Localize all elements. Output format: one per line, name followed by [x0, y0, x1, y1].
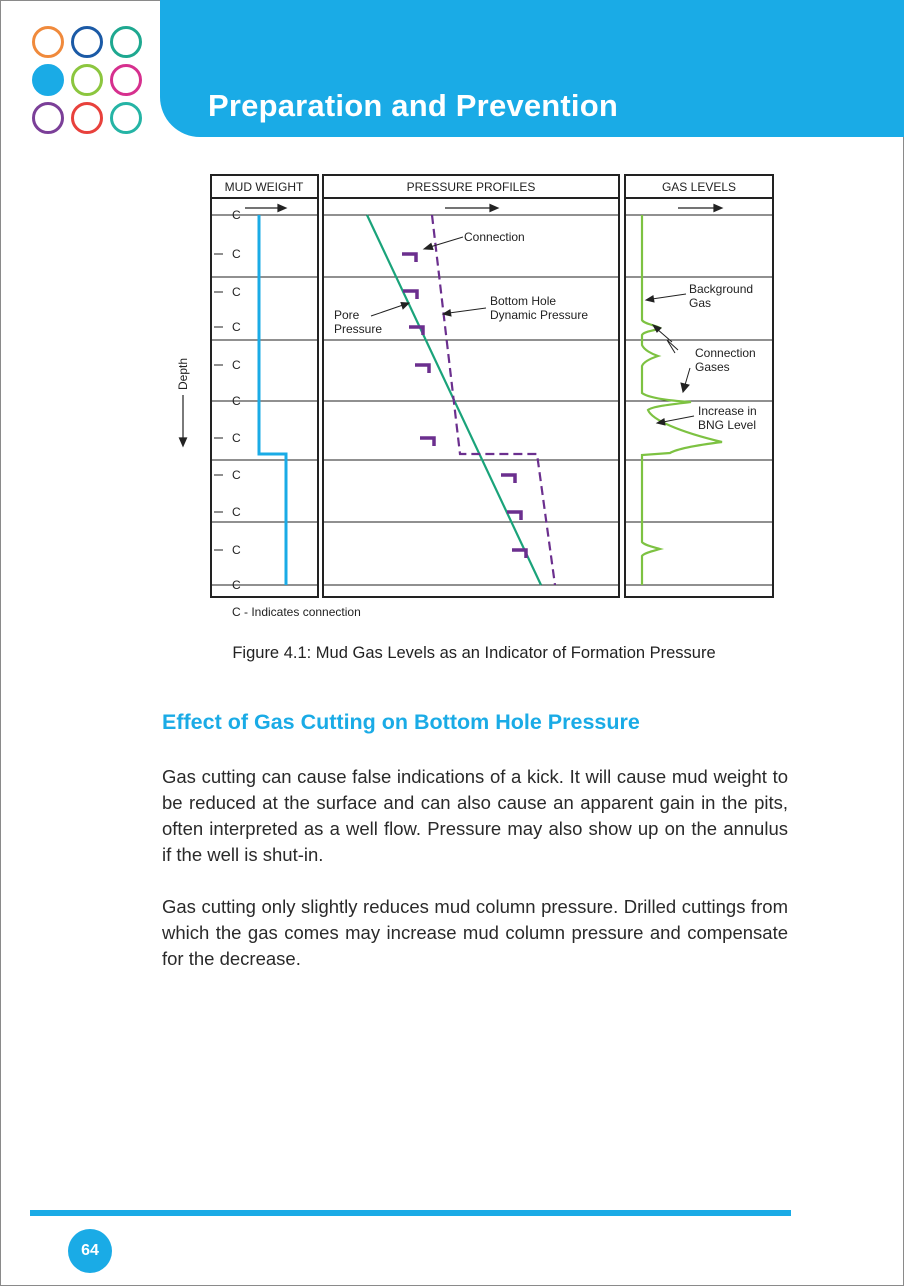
figure-caption-text: Figure 4.1: Mud Gas Levels as an Indicator of Formation Pressure — [232, 644, 716, 662]
page-title: Preparation and Prevention — [208, 88, 619, 123]
bhdp-label-line1: Bottom Hole — [490, 294, 557, 308]
connection-gases-label-line2: Gases — [695, 360, 730, 374]
connection-marker: C — [232, 394, 241, 408]
legend-note: C - Indicates connection — [232, 605, 361, 619]
logo-circle — [34, 104, 63, 133]
panel-title-gas-levels: GAS LEVELS — [661, 180, 737, 194]
footer-rule — [30, 1210, 791, 1216]
connection-marker: C — [232, 247, 241, 261]
formation-pressure-figure — [170, 170, 790, 630]
increase-arrow-icon — [445, 205, 498, 212]
connection-pressure-spike — [512, 550, 526, 558]
logo-circle — [73, 104, 102, 133]
body-paragraph: Gas cutting only slightly reduces mud column pressure. Drilled cuttings from which the gas comes may increase mud column pressure and compensate for the decrease. — [162, 896, 788, 969]
increase-arrow-icon — [678, 205, 722, 212]
mud-weight-panel — [211, 175, 318, 597]
connection-marker: C — [232, 320, 241, 334]
connection-marker: C — [232, 285, 241, 299]
connection-pressure-spike — [415, 365, 429, 373]
gas-level-line — [642, 215, 722, 585]
body-paragraph: Gas cutting can cause false indications of a kick. It will cause mud weight to be reduced at the surface and can also cause an apparent gain in the pits, often interpreted as a well flow. Pressure may also show up on the annulus if the well is shut-in. — [162, 766, 788, 865]
logo-circle — [34, 28, 63, 57]
background-gas-label-line2: Gas — [689, 296, 712, 310]
panel-title-pressure-profiles: PRESSURE PROFILES — [406, 180, 536, 194]
annotation-arrows — [371, 237, 694, 425]
brand-logo-circles — [28, 24, 148, 142]
section-heading: Effect of Gas Cutting on Bottom Hole Pressure — [162, 710, 640, 734]
connection-pressure-spike — [420, 438, 434, 446]
panel-title-mud-weight: MUD WEIGHT — [224, 180, 304, 194]
connection-marker: C — [232, 578, 241, 592]
pore-pressure-label-line1: Pore — [334, 308, 360, 322]
connection-pressure-spike — [402, 254, 416, 262]
connection-label: Connection — [464, 230, 525, 244]
bhdp-label-line2: Dynamic Pressure — [490, 308, 589, 322]
logo-circle — [73, 28, 102, 57]
background-gas-label-line1: Background — [689, 282, 754, 296]
connection-marker: C — [232, 431, 241, 445]
connection-marker: C — [232, 468, 241, 482]
connection-pressure-spike — [501, 475, 515, 483]
increase-arrow-icon — [245, 205, 286, 212]
mud-weight-line — [259, 215, 286, 585]
logo-circle — [112, 28, 141, 57]
logo-circle — [112, 66, 141, 95]
bng-label-line1: Increase in — [698, 404, 757, 418]
bng-label-line2: BNG Level — [698, 418, 757, 432]
dynamic-pressure-line — [432, 215, 555, 585]
figure-caption — [0, 644, 904, 663]
depth-axis-label: Depth — [176, 357, 190, 391]
connection-markers — [214, 208, 241, 592]
gas-levels-panel — [625, 175, 773, 597]
depth-arrow-icon — [180, 395, 187, 446]
connection-marker: C — [232, 208, 241, 222]
connection-marker: C — [232, 358, 241, 372]
connection-gases-label-line1: Connection — [695, 346, 756, 360]
depth-grid — [211, 215, 773, 585]
pore-pressure-label-line2: Pressure — [334, 322, 383, 336]
logo-circle — [34, 66, 63, 95]
page-number: 64 — [68, 1229, 112, 1273]
connection-marker: C — [232, 543, 241, 557]
connection-marker: C — [232, 505, 241, 519]
logo-circle — [112, 104, 141, 133]
logo-circle — [73, 66, 102, 95]
